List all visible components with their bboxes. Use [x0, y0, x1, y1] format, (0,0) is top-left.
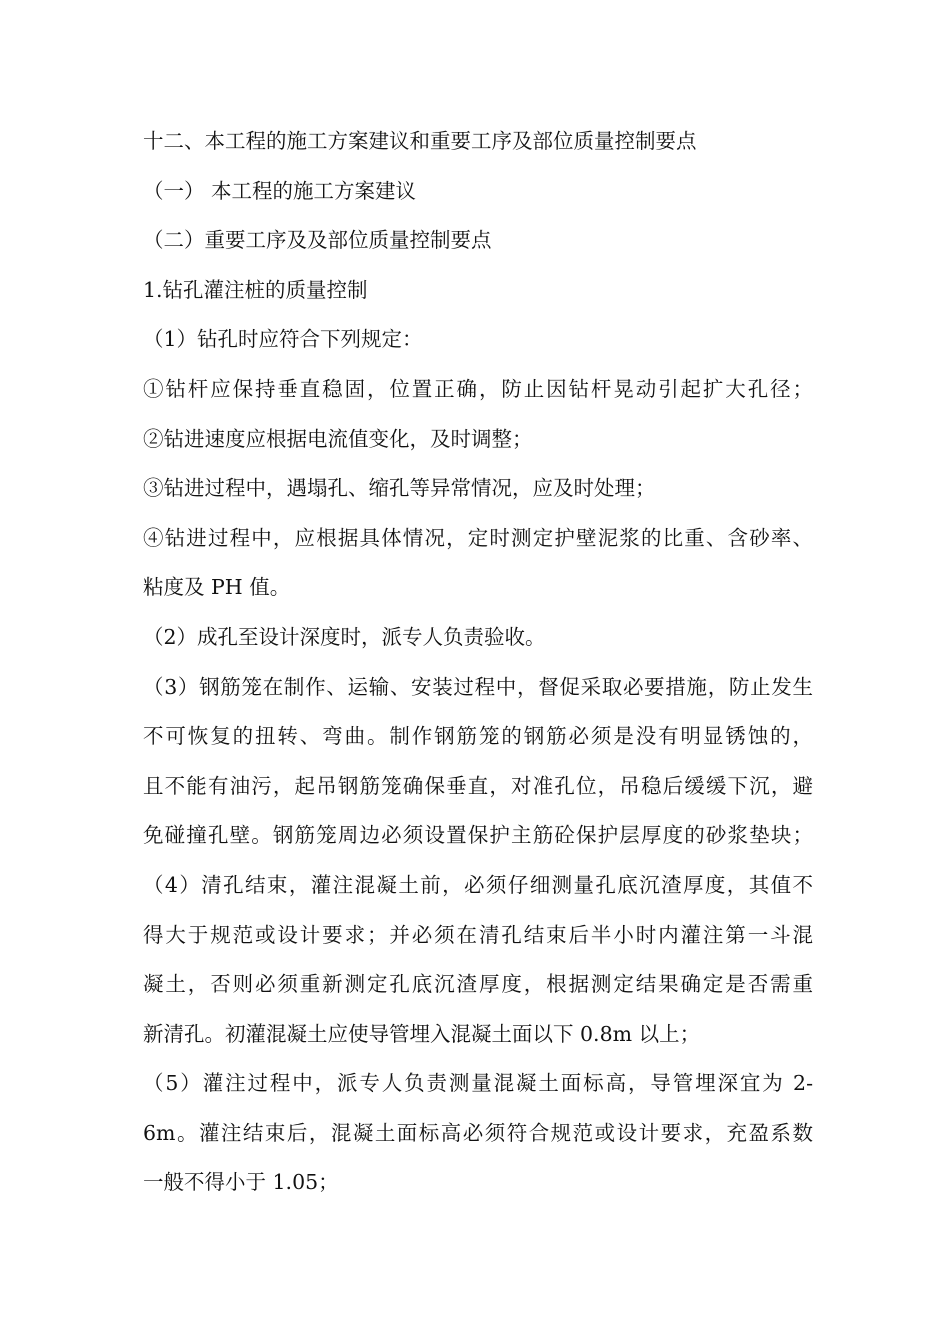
- text-line: 免碰撞孔壁。钢筋笼周边必须设置保护主筋砼保护层厚度的砂浆垫块；: [143, 823, 813, 848]
- subsection-heading: （二）重要工序及及部位质量控制要点: [143, 228, 492, 253]
- text-line: 得大于规范或设计要求；并必须在清孔结束后半小时内灌注第一斗混: [143, 922, 813, 947]
- text-line: （5）灌注过程中，派专人负责测量混凝土面标高，导管埋深宜为 2-: [143, 1071, 813, 1096]
- text-line: 不可恢复的扭转、弯曲。制作钢筋笼的钢筋必须是没有明显锈蚀的，: [143, 724, 813, 749]
- document-body: [143, 121, 813, 1212]
- text-line: ④钻进过程中，应根据具体情况，定时测定护壁泥浆的比重、含砂率、: [143, 525, 813, 550]
- text-line: 一般不得小于 1.05；: [143, 1170, 339, 1195]
- text-line: （1）钻孔时应符合下列规定：: [143, 327, 423, 352]
- text-line: （4）清孔结束，灌注混凝土前，必须仔细测量孔底沉渣厚度，其值不: [143, 872, 813, 897]
- text-line: （3）钢筋笼在制作、运输、安装过程中，督促采取必要措施，防止发生: [143, 674, 813, 699]
- text-line: ②钻进速度应根据电流值变化，及时调整；: [143, 426, 533, 451]
- text-line: 新清孔。初灌混凝土应使导管埋入混凝土面以下 0.8m 以上；: [143, 1021, 701, 1046]
- subsection-heading: （一） 本工程的施工方案建议: [143, 178, 417, 203]
- text-line: 凝土，否则必须重新测定孔底沉渣厚度，根据测定结果确定是否需重: [143, 972, 813, 997]
- item-heading: 1.钻孔灌注桩的质量控制: [143, 277, 368, 302]
- text-line: 粘度及 PH 值。: [143, 575, 291, 600]
- text-line: （2）成孔至设计深度时，派专人负责验收。: [143, 624, 546, 649]
- text-line: ③钻进过程中，遇塌孔、缩孔等异常情况，应及时处理；: [143, 476, 656, 501]
- text-line: ①钻杆应保持垂直稳固，位置正确，防止因钻杆晃动引起扩大孔径；: [143, 376, 813, 401]
- section-heading: 十二、本工程的施工方案建议和重要工序及部位质量控制要点: [143, 129, 697, 153]
- text-line: 且不能有油污，起吊钢筋笼确保垂直，对准孔位，吊稳后缓缓下沉，避: [143, 773, 813, 798]
- text-line: 6m。灌注结束后，混凝土面标高必须符合规范或设计要求，充盈系数: [143, 1120, 813, 1145]
